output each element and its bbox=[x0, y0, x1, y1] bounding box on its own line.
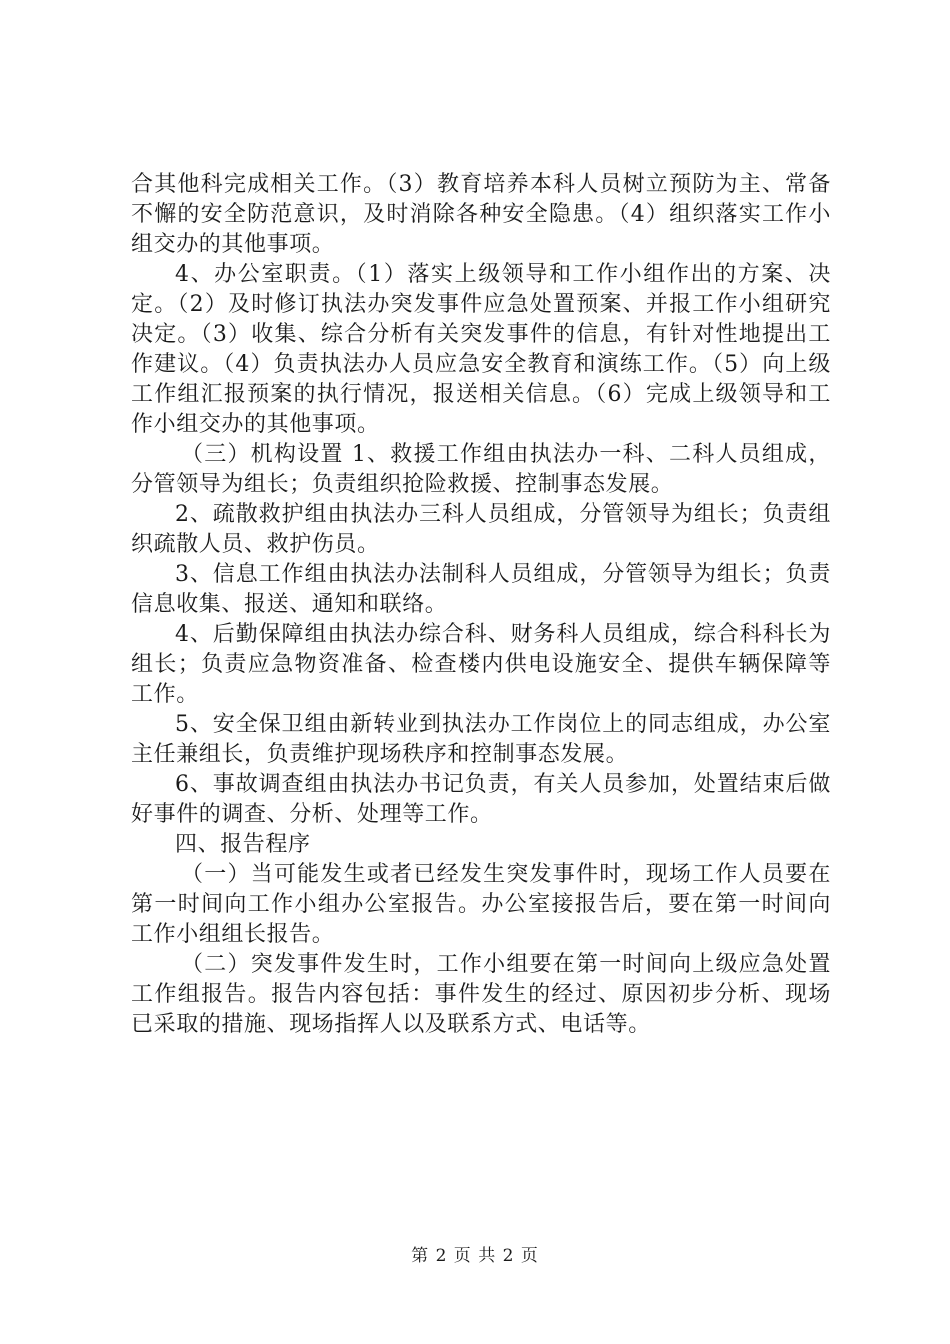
paragraph-report-step-2: （二）突发事件发生时，工作小组要在第一时间向上级应急处置工作组报告。报告内容包括：事件发生的经过、原因初步分析、现场已采取的措施、现场指挥人以及联系方式、电话等。 bbox=[131, 952, 831, 1037]
paragraph-evacuation-group: 2、疏散救护组由执法办三科人员组成，分管领导为组长；负责组织疏散人员、救护伤员。 bbox=[131, 502, 831, 557]
paragraph-org-setup-rescue: （三）机构设置 1、救援工作组由执法办一科、二科人员组成，分管领导为组长；负责组织抢险救援、控制事态发展。 bbox=[131, 442, 831, 497]
paragraph-office-duties: 4、办公室职责。（1）落实上级领导和工作小组作出的方案、决定。（2）及时修订执法办突发事件应急处置预案、并报工作小组研究决定。（3）收集、综合分析有关突发事件的信息，有针对性地提出工作建议。（4）负责执法办人员应急安全教育和演练工作。（5）向上级工作组汇报预案的执行情况，报送相关信息。（6）完成上级领导和工作小组交办的其他事项。 bbox=[131, 262, 831, 437]
page-number-footer: 第 2 页 共 2 页 bbox=[411, 1246, 539, 1266]
paragraph-report-step-1: （一）当可能发生或者已经发生突发事件时，现场工作人员要在第一时间向工作小组办公室报告。办公室接报告后，要在第一时间向工作小组组长报告。 bbox=[131, 862, 831, 947]
paragraph-security-group: 5、安全保卫组由新转业到执法办工作岗位上的同志组成，办公室主任兼组长，负责维护现场秩序和控制事态发展。 bbox=[131, 712, 831, 767]
paragraph-continuation: 合其他科完成相关工作。（3）教育培养本科人员树立预防为主、常备不懈的安全防范意识，及时消除各种安全隐患。（4）组织落实工作小组交办的其他事项。 bbox=[131, 172, 831, 257]
paragraph-logistics-group: 4、后勤保障组由执法办综合科、财务科人员组成，综合科科长为组长；负责应急物资准备、检查楼内供电设施安全、提供车辆保障等工作。 bbox=[131, 622, 831, 707]
document-body bbox=[131, 170, 831, 1040]
paragraph-information-group: 3、信息工作组由执法办法制科人员组成，分管领导为组长；负责信息收集、报送、通知和联络。 bbox=[131, 562, 831, 617]
paragraph-investigation-group: 6、事故调查组由执法办书记负责，有关人员参加，处置结束后做好事件的调查、分析、处理等工作。 bbox=[131, 772, 831, 827]
section-heading-reporting: 四、报告程序 bbox=[175, 832, 311, 857]
